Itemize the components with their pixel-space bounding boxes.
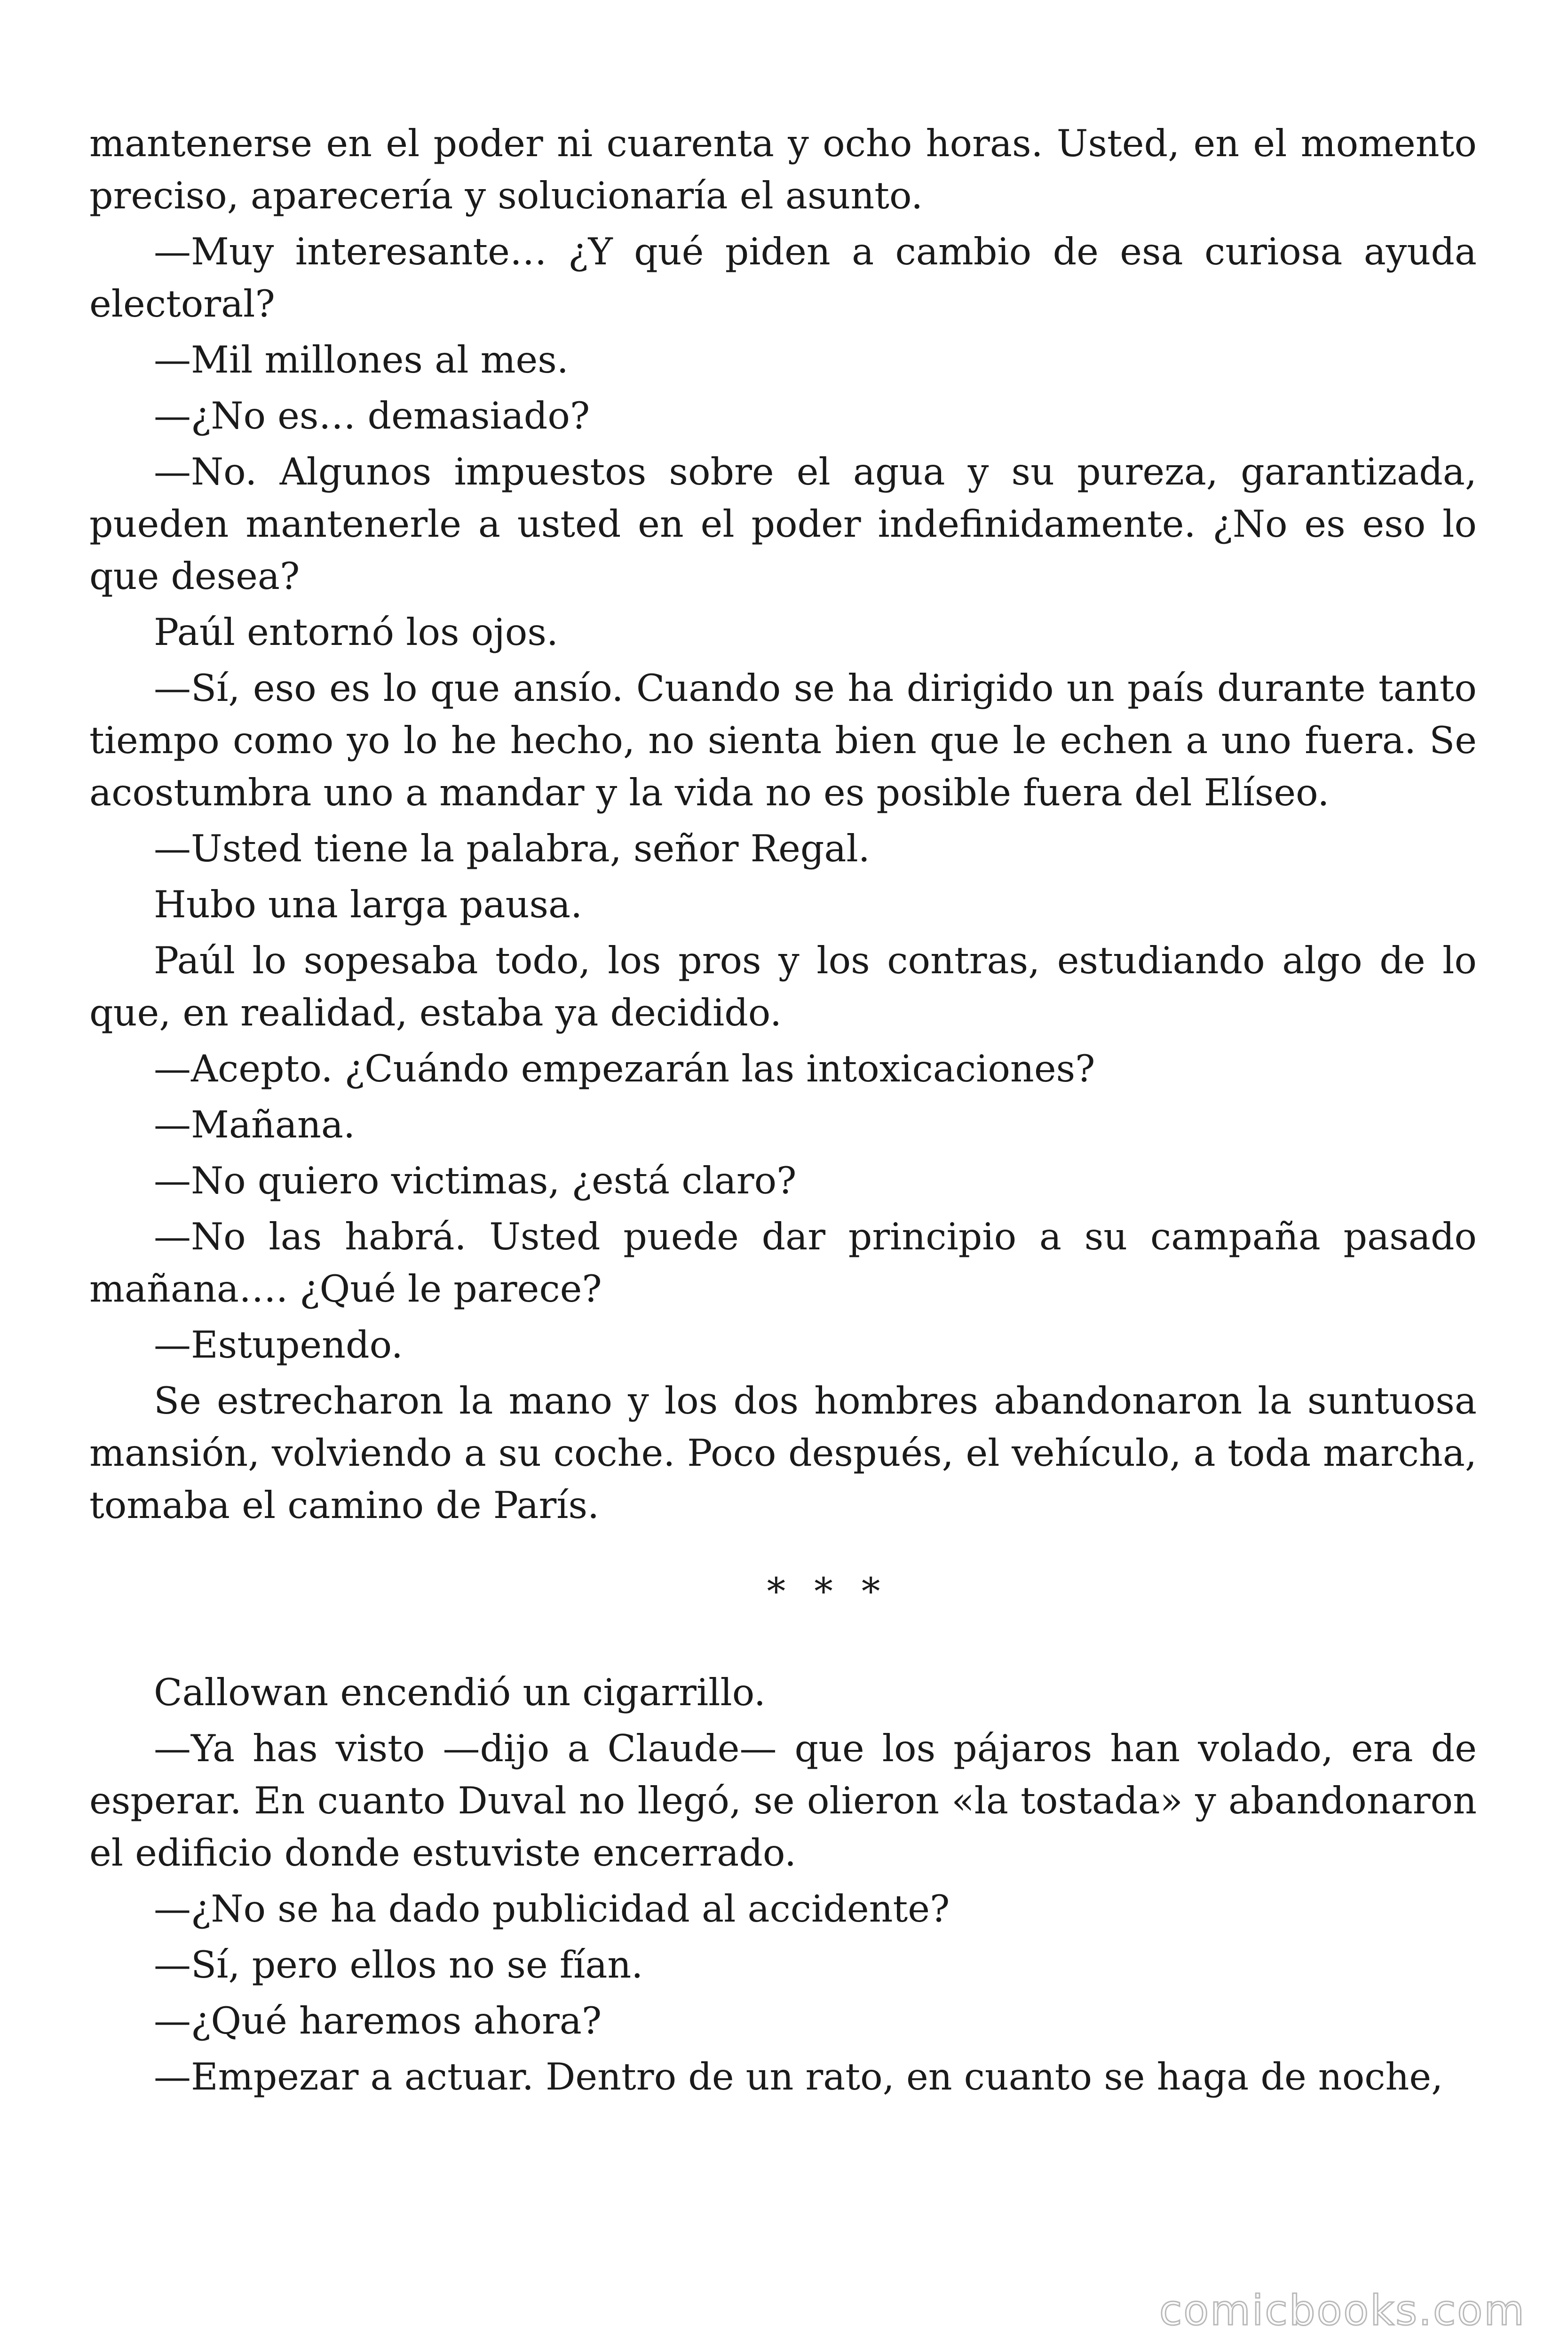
paragraph: —¿No se ha dado publicidad al accidente? (154, 1887, 950, 1931)
paragraph: —Mil millones al mes. (154, 338, 569, 381)
paragraph: —No. Algunos impuestos sobre el agua y su pureza, garantizada, pueden mantenerle a usted en el poder indefinidamente. ¿No es eso lo que desea? (89, 450, 1477, 598)
book-page (89, 118, 1477, 2107)
paragraph: Paúl entornó los ojos. (154, 611, 558, 654)
paragraph: —No las habrá. Usted puede dar principio a su campaña pasado mañana…. ¿Qué le parece? (89, 1215, 1477, 1311)
paragraph: —Ya has visto —dijo a Claude— que los pájaros han volado, era de esperar. En cuanto Duval no llegó, se olieron «la tostada» y abandonaron el edificio donde estuviste encerrado. (89, 1727, 1477, 1875)
paragraph: —Estupendo. (154, 1323, 403, 1367)
paragraph: —No quiero victimas, ¿está claro? (154, 1159, 797, 1202)
scene-separator: * * * (767, 1570, 889, 1613)
paragraph: —Mañana. (154, 1103, 356, 1146)
paragraph: —¿Qué haremos ahora? (154, 1999, 602, 2042)
paragraph: mantenerse en el poder ni cuarenta y ocho horas. Usted, en el momento preciso, aparecería y solucionaría el asunto. (89, 122, 1477, 217)
paragraph: —Sí, pero ellos no se fían. (154, 1943, 643, 1986)
paragraph: —¿No es… demasiado? (154, 394, 590, 437)
paragraph: Paúl lo sopesaba todo, los pros y los contras, estudiando algo de lo que, en realidad, estaba ya decidido. (89, 939, 1477, 1034)
paragraph: —Muy interesante… ¿Y qué piden a cambio de esa curiosa ayuda electoral? (89, 230, 1477, 326)
watermark: comicbooks.com (1159, 2286, 1526, 2335)
paragraph: —Empezar a actuar. Dentro de un rato, en cuanto se haga de noche, (154, 2055, 1443, 2098)
paragraph: Callowan encendió un cigarrillo. (154, 1671, 766, 1714)
paragraph: —Usted tiene la palabra, señor Regal. (154, 827, 870, 870)
paragraph: —Sí, eso es lo que ansío. Cuando se ha dirigido un país durante tanto tiempo como yo lo he hecho, no sienta bien que le echen a uno fuera. Se acostumbra uno a mandar y la vida no es posible fuera del Elíseo. (89, 667, 1477, 814)
paragraph: Se estrecharon la mano y los dos hombres abandonaron la suntuosa mansión, volviendo a su coche. Poco después, el vehículo, a toda marcha, tomaba el camino de París. (89, 1379, 1477, 1527)
paragraph: Hubo una larga pausa. (154, 883, 583, 926)
paragraph: —Acepto. ¿Cuándo empezarán las intoxicaciones? (154, 1047, 1095, 1090)
